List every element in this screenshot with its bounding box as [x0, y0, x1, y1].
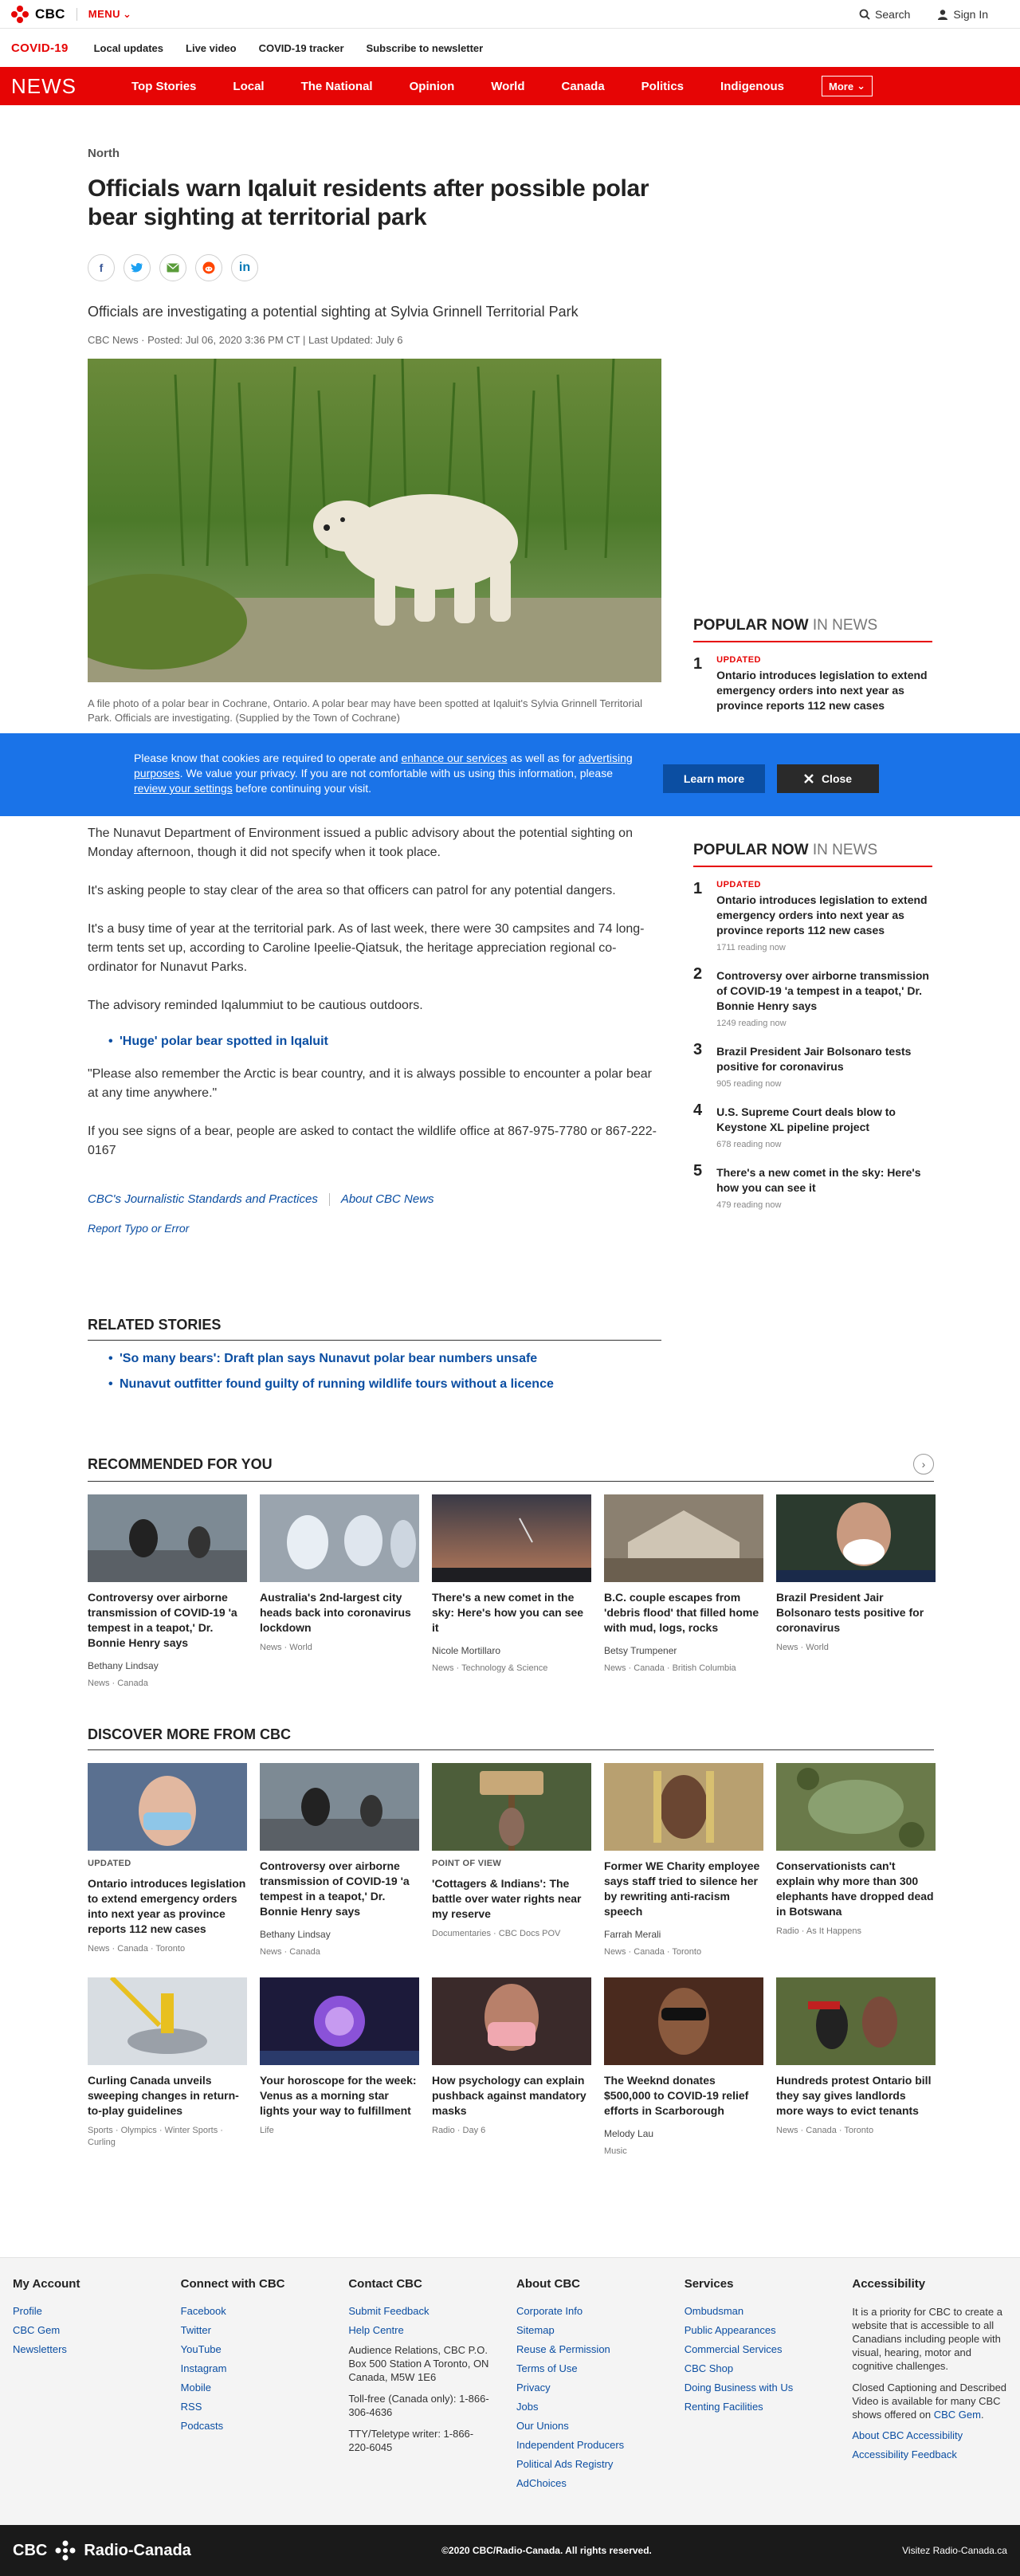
accessibility-text: It is a priority for CBC to create a website that is accessible to all Canadians including people with visual, hearing, motor and cognitive challenges.	[852, 2306, 1002, 2372]
footer-link[interactable]: CBC Gem	[13, 2324, 61, 2336]
contact-address: Audience Relations, CBC P.O. Box 500 Station A Toronto, ON Canada, M5W 1E6	[348, 2344, 489, 2383]
user-icon	[937, 9, 948, 20]
footer	[0, 2257, 1020, 2525]
footer-link[interactable]: AdChoices	[516, 2477, 567, 2489]
popular-item[interactable]: 2 Controversy over airborne transmission of COVID-19 'a tempest in a teapot,' Dr. Bonnie Henry says 1249 reading now	[693, 965, 929, 1028]
footer-my-account: My Account Profile CBC Gem Newsletters	[13, 2277, 181, 2496]
top-bar	[0, 0, 1020, 29]
enhance-services-link[interactable]: enhance our services	[401, 752, 508, 764]
footer-link[interactable]: About CBC Accessibility	[852, 2429, 963, 2441]
footer-link[interactable]: Doing Business with Us	[684, 2382, 794, 2393]
footer-link[interactable]: Submit Feedback	[348, 2305, 430, 2317]
quote-paragraph: "Please also remember the Arctic is bear country, and it is always possible to encounter a polar bear at any time anywhere."	[88, 1067, 652, 1100]
footer-connect: Connect with CBC Facebook Twitter YouTube Instagram Mobile RSS Podcasts	[181, 2277, 349, 2496]
news-nav-the-national[interactable]: The National	[300, 79, 373, 93]
footer-contact: Contact CBC Submit Feedback Help Centre Audience Relations, CBC P.O. Box 500 Station A Toronto, ON Canada, M5W 1E6 Toll-free (Canada only): 1-866-306-4636 TTY/Teletype writer: 1-866-220-6045	[348, 2277, 516, 2496]
footer-link[interactable]: Terms of Use	[516, 2362, 578, 2374]
cbc-radio-canada-logo[interactable]: CBC Radio-Canada	[13, 2540, 191, 2561]
discover-card[interactable]: Controversy over airborne transmission of COVID-19 'a tempest in a teapot,' Dr. Bonnie Henry says Bethany Lindsay News · Canada	[260, 1763, 419, 1958]
paragraph: It's asking people to stay clear of the area so that officers can patrol for any potential dangers.	[88, 884, 616, 897]
discover-card[interactable]: How psychology can explain pushback against mandatory masks Radio · Day 6	[432, 1977, 591, 2158]
cbc-gem-link[interactable]: CBC Gem	[933, 2409, 981, 2421]
secondary-nav-item[interactable]: Subscribe to newsletter	[366, 41, 484, 54]
news-nav-local[interactable]: Local	[233, 79, 265, 93]
recommended-card[interactable]: Controversy over airborne transmission of COVID-19 'a tempest in a teapot,' Dr. Bonnie Henry says Bethany Lindsay News · Canada	[88, 1494, 247, 1690]
cbc-gem-logo-icon	[11, 6, 29, 23]
close-button[interactable]: Close	[777, 764, 879, 793]
paragraph: The advisory reminded Iqalummiut to be cautious outdoors.	[88, 999, 423, 1012]
popular-now	[693, 842, 932, 1210]
card-thumbnail	[432, 1977, 591, 2065]
card-thumbnail	[432, 1763, 591, 1851]
reddit-icon[interactable]	[195, 254, 222, 281]
advertising-purposes-link[interactable]: advertising purposes	[134, 752, 633, 779]
footer-link[interactable]: Podcasts	[180, 2420, 224, 2432]
footer-about: About CBC Corporate Info Sitemap Reuse & Permission Terms of Use Privacy Jobs Our Unions Independent Producers Political Ads Registry AdChoices	[516, 2277, 685, 2496]
sign-in-button[interactable]: Sign In	[937, 8, 988, 21]
linkedin-icon[interactable]: in	[231, 254, 258, 281]
news-logo[interactable]: NEWS	[11, 73, 76, 98]
brand-name: CBC	[35, 6, 65, 22]
recommended-card[interactable]: B.C. couple escapes from 'debris flood' that filled home with mud, logs, rocks Betsy Trumpener News · Canada · British Columbia	[604, 1494, 763, 1690]
secondary-nav-item[interactable]: Local updates	[93, 41, 164, 54]
footer-link[interactable]: Twitter	[180, 2324, 211, 2336]
report-typo-link[interactable]: Report Typo or Error	[88, 1222, 190, 1235]
popular-now-top	[693, 617, 932, 713]
facebook-icon[interactable]: f	[88, 254, 115, 281]
footer-link[interactable]: Our Unions	[516, 2420, 569, 2432]
secondary-nav-item[interactable]: Live video	[186, 41, 237, 54]
card-thumbnail	[776, 1763, 936, 1851]
footer-link[interactable]: Corporate Info	[516, 2305, 583, 2317]
card-thumbnail	[604, 1763, 763, 1851]
cookie-banner	[0, 733, 1020, 816]
card-thumbnail	[260, 1763, 419, 1851]
news-nav-more-button[interactable]: More ⌄	[822, 76, 873, 96]
contact-tty: TTY/Teletype writer: 1-866-220-6045	[348, 2428, 474, 2453]
discover-card[interactable]: Curling Canada unveils sweeping changes in return-to-play guidelines Sports · Olympics · Winter Sports · Curling	[88, 1977, 247, 2158]
related-stories-title: RELATED STORIES	[88, 1317, 661, 1341]
photo-caption: A file photo of a polar bear in Cochrane, Ontario. A polar bear may have been spotted at Iqaluit's Sylvia Grinnell Territorial Park. Officials are investigating. (Supplied by the Town of Cochrane)	[88, 697, 642, 724]
discover-title: DISCOVER MORE FROM CBC	[88, 1726, 934, 1750]
news-nav-world[interactable]: World	[491, 79, 525, 93]
paragraph: It's a busy time of year at the territorial park. As of last week, there were 30 campsites and 74 long-term tents set up, according to Caroline Ipeelie-Qiatsuk, the heritage appreciation regional co-ordinator for Nunavut Parks.	[88, 922, 645, 974]
secondary-nav-item[interactable]: COVID-19 tracker	[258, 41, 344, 54]
popular-item[interactable]: 1 UPDATED Ontario introduces legislation to extend emergency orders into next year as province reports 112 new cases 1711 reading now	[693, 880, 932, 952]
footer-link[interactable]: RSS	[180, 2401, 202, 2413]
footer-link[interactable]: Sitemap	[516, 2324, 555, 2336]
card-thumbnail	[260, 1494, 419, 1582]
point-of-view-badge: POINT OF VIEW	[432, 1859, 502, 1868]
footer-link[interactable]: Renting Facilities	[684, 2401, 763, 2413]
footer-link[interactable]: Independent Producers	[516, 2439, 625, 2451]
covid-label[interactable]: COVID-19	[11, 41, 69, 55]
discover-card[interactable]: The Weeknd donates $500,000 to COVID-19 relief efforts in Scarborough Melody Lau Music	[604, 1977, 763, 2158]
popular-now-title: POPULAR NOW IN NEWS	[693, 617, 932, 642]
updated-badge: UPDATED	[88, 1859, 131, 1868]
search-icon	[859, 9, 870, 20]
section-label[interactable]: North	[88, 147, 120, 160]
footer-link[interactable]: Facebook	[180, 2305, 226, 2317]
menu-button[interactable]: MENU ⌄	[88, 7, 132, 20]
footer-link[interactable]: Newsletters	[13, 2343, 67, 2355]
bottom-bar	[0, 2525, 1020, 2576]
share-bar	[88, 254, 661, 281]
card-thumbnail	[432, 1494, 591, 1582]
footer-link[interactable]: Accessibility Feedback	[852, 2448, 957, 2460]
twitter-icon[interactable]	[124, 254, 151, 281]
footer-link[interactable]: CBC Shop	[684, 2362, 734, 2374]
radio-canada-link[interactable]: Visitez Radio-Canada.ca	[902, 2545, 1007, 2556]
footer-services: Services Ombudsman Public Appearances Commercial Services CBC Shop Doing Business with Us Renting Facilities	[685, 2277, 853, 2496]
article-header	[88, 147, 661, 725]
footer-link[interactable]: Public Appearances	[684, 2324, 776, 2336]
popular-item[interactable]: 3 Brazil President Jair Bolsonaro tests positive for coronavirus 905 reading now	[693, 1041, 912, 1089]
card-thumbnail	[776, 1494, 936, 1582]
recommended-title: RECOMMENDED FOR YOU	[88, 1455, 273, 1472]
related-story-link[interactable]: • Nunavut outfitter found guilty of running wildlife tours without a licence	[120, 1377, 661, 1392]
recommended-section	[88, 1454, 934, 1690]
review-settings-link[interactable]: review your settings	[134, 782, 233, 795]
paragraph: The Nunavut Department of Environment issued a public advisory about the potential sighting on Monday afternoon, though it did not specify when it took place.	[88, 827, 633, 859]
popular-item[interactable]: 4 U.S. Supreme Court deals blow to Keystone XL pipeline project 678 reading now	[693, 1101, 896, 1149]
learn-more-button[interactable]: Learn more	[663, 764, 765, 793]
inline-related-link[interactable]: • 'Huge' polar bear spotted in Iqaluit	[120, 1035, 663, 1049]
footer-link[interactable]: Commercial Services	[684, 2343, 783, 2355]
popular-item[interactable]: 5 There's a new comet in the sky: Here's how you can see it 479 reading now	[693, 1162, 921, 1210]
popular-now-title: POPULAR NOW IN NEWS	[693, 842, 932, 867]
related-story-link[interactable]: • 'So many bears': Draft plan says Nunavut polar bear numbers unsafe	[120, 1352, 661, 1366]
card-thumbnail	[604, 1494, 763, 1582]
discover-card[interactable]: Conservationists can't explain why more than 300 elephants have dropped dead in Botswana Radio · As It Happens	[776, 1763, 936, 1958]
about-cbc-news-link[interactable]: About CBC News	[340, 1192, 434, 1206]
card-thumbnail	[88, 1763, 247, 1851]
discover-section	[88, 1726, 934, 2158]
popular-item[interactable]: 1 UPDATED Ontario introduces legislation to extend emergency orders into next year as province reports 112 new cases	[693, 655, 928, 712]
discover-card[interactable]: POINT OF VIEW 'Cottagers & Indians': The battle over water rights near my reserve Documentaries · CBC Docs POV	[432, 1763, 591, 1958]
article-deck: Officials are investigating a potential sighting at Sylvia Grinnell Territorial Park	[88, 304, 579, 320]
discover-card[interactable]: Hundreds protest Ontario bill they say gives landlords more ways to evict tenants News · Canada · Toronto	[776, 1977, 936, 2158]
recommended-card[interactable]: Australia's 2nd-largest city heads back into coronavirus lockdown News · World	[260, 1494, 419, 1690]
search-button[interactable]: Search	[859, 8, 910, 21]
news-nav-politics[interactable]: Politics	[641, 79, 685, 93]
secondary-nav	[0, 29, 1020, 67]
footer-link[interactable]: YouTube	[180, 2343, 222, 2355]
copyright: ©2020 CBC/Radio-Canada. All rights reserved.	[441, 2545, 652, 2556]
news-nav	[0, 67, 1020, 105]
news-nav-top-stories[interactable]: Top Stories	[131, 79, 197, 93]
article-body	[88, 824, 663, 1235]
news-nav-opinion[interactable]: Opinion	[409, 79, 455, 93]
recommended-card[interactable]: There's a new comet in the sky: Here's how you can see it Nicole Mortillaro News · Technology & Science	[432, 1494, 591, 1690]
chevron-down-icon: ⌄	[857, 80, 865, 92]
news-nav-canada[interactable]: Canada	[561, 79, 605, 93]
updated-badge: UPDATED	[716, 880, 761, 889]
polar-bear-photo	[88, 359, 661, 682]
news-nav-indigenous[interactable]: Indigenous	[720, 79, 785, 93]
footer-link[interactable]: Instagram	[180, 2362, 227, 2374]
standards-link[interactable]: CBC's Journalistic Standards and Practices	[88, 1192, 318, 1206]
discover-card[interactable]: UPDATED Ontario introduces legislation to extend emergency orders into next year as province reports 112 new cases News · Canada · Toronto	[88, 1763, 247, 1958]
footer-link[interactable]: Political Ads Registry	[516, 2458, 614, 2470]
chevron-down-icon: ⌄	[123, 7, 132, 20]
email-icon[interactable]	[159, 254, 186, 281]
card-thumbnail	[260, 1977, 419, 2065]
close-icon	[804, 774, 814, 783]
recommended-card[interactable]: Brazil President Jair Bolsonaro tests positive for coronavirus News · World	[776, 1494, 936, 1690]
card-thumbnail	[88, 1977, 247, 2065]
footer-link[interactable]: Mobile	[180, 2382, 211, 2393]
byline: CBC News · Posted: Jul 06, 2020 3:36 PM CT | Last Updated: July 6	[88, 334, 403, 346]
discover-card[interactable]: Former WE Charity employee says staff tried to silence her by rewriting anti-racism speech Farrah Merali News · Canada · Toronto	[604, 1763, 763, 1958]
contact-tollfree: Toll-free (Canada only): 1-866-306-4636	[348, 2393, 489, 2418]
footer-link[interactable]: Reuse & Permission	[516, 2343, 610, 2355]
footer-accessibility: Accessibility It is a priority for CBC to create a website that is accessible to all Canadians including people with visual, hearing, motor and cognitive challenges. Closed Captioning and Described Video is available for many CBC shows offered on CBC Gem. About CBC Accessibility Accessibility Feedback	[852, 2277, 1020, 2496]
page-title: Officials warn Iqaluit residents after possible polar bear sighting at territorial park	[88, 175, 649, 230]
chevron-right-icon[interactable]: ›	[913, 1454, 934, 1475]
card-thumbnail	[776, 1977, 936, 2065]
cookie-message: Please know that cookies are required to operate and enhance our services as well as for advertising purposes. We value your privacy. If you are not comfortable with us using this information, please review your settings before continuing your visit.	[134, 752, 633, 795]
accessibility-captioning-text: Closed Captioning and Described Video is available for many CBC shows offered on CBC Gem.	[852, 2382, 1007, 2421]
paragraph: If you see signs of a bear, people are asked to contact the wildlife office at 867-975-7780 or 867-222-0167	[88, 1125, 657, 1157]
card-thumbnail	[88, 1494, 247, 1582]
cbc-gem-logo-icon	[55, 2540, 76, 2561]
cbc-brand[interactable]	[11, 6, 131, 23]
footer-link[interactable]: Profile	[13, 2305, 42, 2317]
related-stories	[88, 1317, 661, 1392]
card-thumbnail	[604, 1977, 763, 2065]
footer-link[interactable]: Jobs	[516, 2401, 539, 2413]
footer-link[interactable]: Privacy	[516, 2382, 551, 2393]
discover-card[interactable]: Your horoscope for the week: Venus as a morning star lights your way to fulfillment Life	[260, 1977, 419, 2158]
footer-link[interactable]: Ombudsman	[684, 2305, 744, 2317]
footer-link[interactable]: Help Centre	[348, 2324, 404, 2336]
